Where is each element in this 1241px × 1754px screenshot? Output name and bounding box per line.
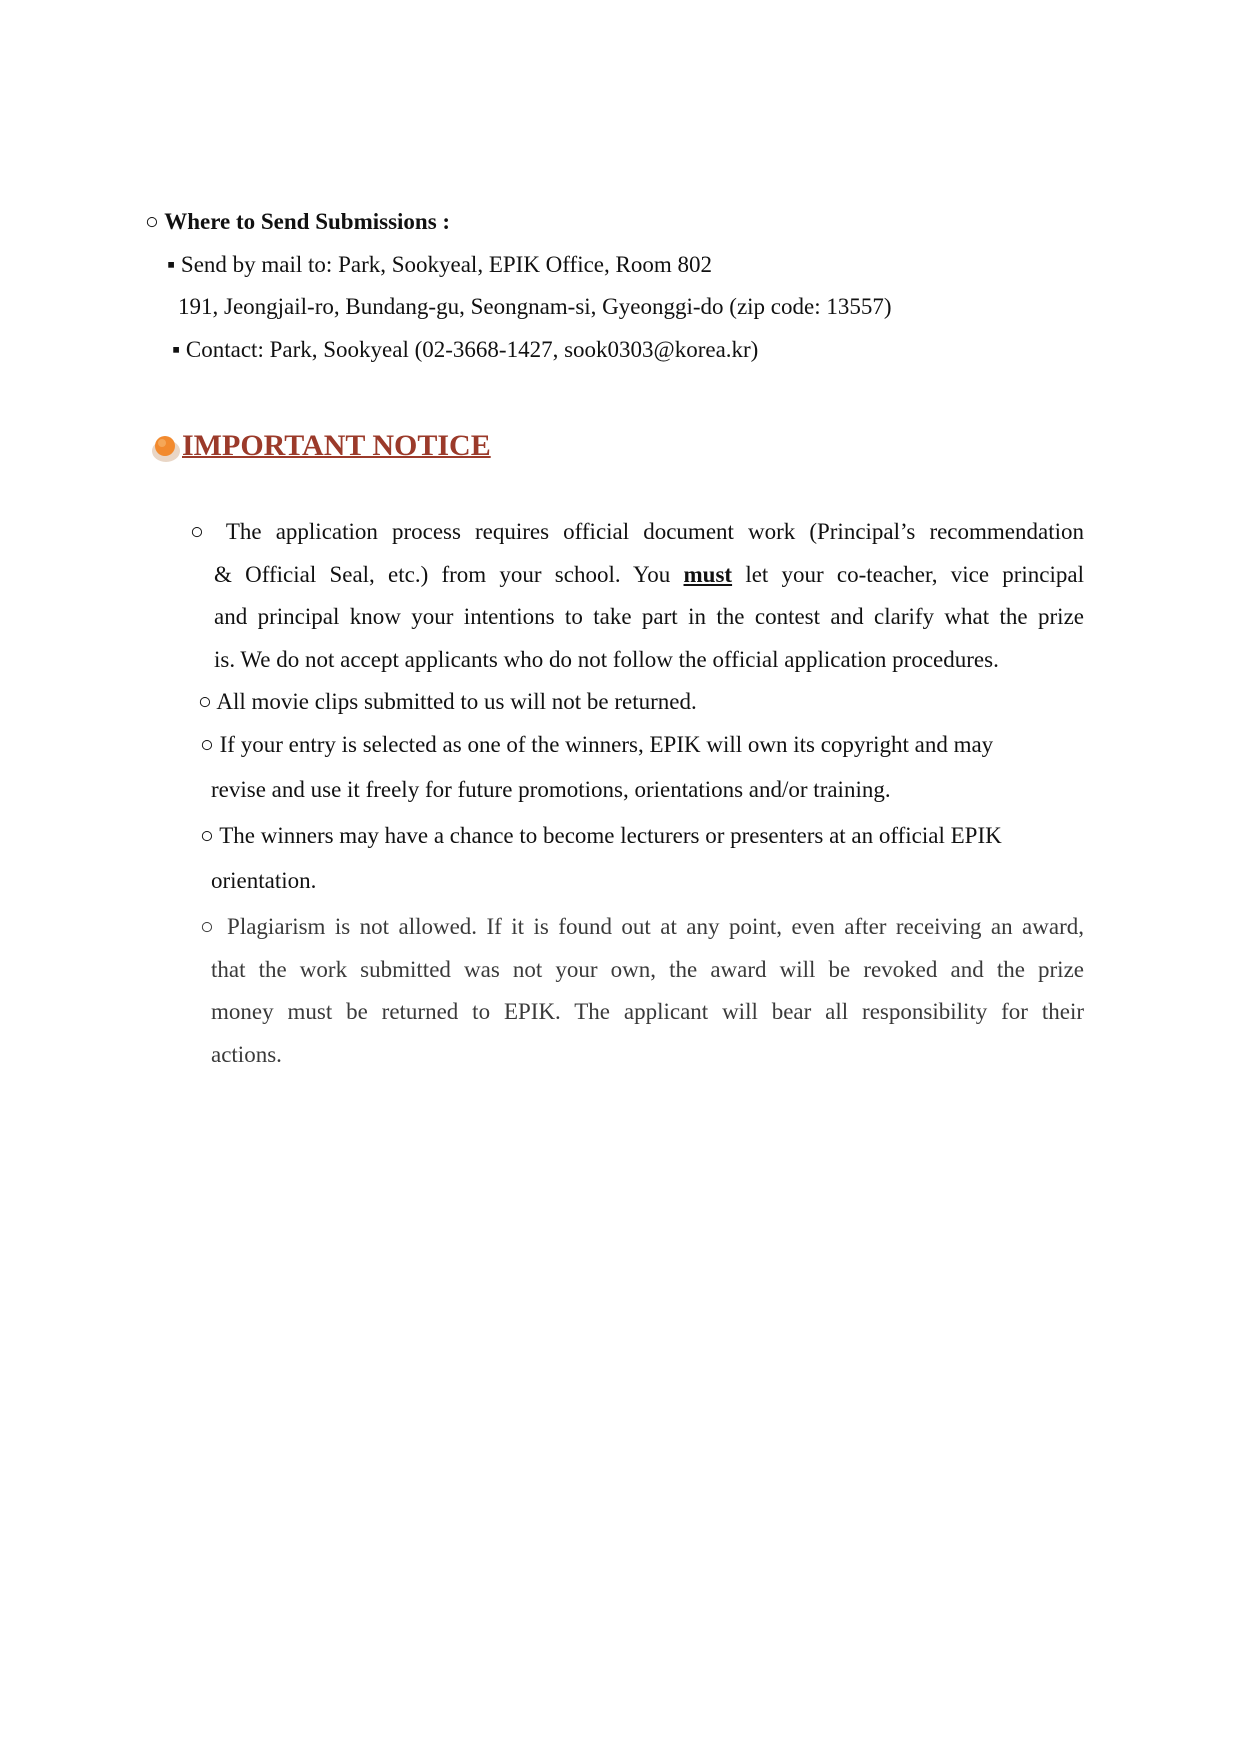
notice-item-3-line-1: ○ If your entry is selected as one of the winners, EPIK will own its copyright and may <box>200 732 994 757</box>
notice-item-1-line-3: and principal know your intentions to take part in the contest and clarify what the prize <box>214 604 1084 629</box>
contact-line: ▪ Contact: Park, Sookyeal (02-3668-1427, sook0303@korea.kr) <box>172 337 759 362</box>
must-emphasis: must <box>683 562 733 587</box>
notice-item-1-line-2-start: & Official Seal, etc.) from your school. You <box>214 562 671 587</box>
submission-heading: ○ Where to Send Submissions : <box>145 209 451 234</box>
notice-item-1-line-2-end: let your co-teacher, vice principal <box>745 562 1085 587</box>
notice-item-5-line-2: that the work submitted was not your own, the award will be revoked and the prize <box>211 957 1084 982</box>
notice-item-1-line-1: ○ The application process requires official document work (Principal’s recommendation <box>190 519 1084 544</box>
notice-item-5-line-4: actions. <box>211 1042 282 1067</box>
mail-line: ▪ Send by mail to: Park, Sookyeal, EPIK Office, Room 802 <box>167 252 712 277</box>
important-notice-title: IMPORTANT NOTICE <box>182 429 491 462</box>
notice-item-5-line-3: money must be returned to EPIK. The applicant will bear all responsibility for their <box>211 999 1084 1024</box>
notice-item-1-line-2 <box>214 560 1084 590</box>
notice-item-4-line-2: orientation. <box>211 868 317 893</box>
notice-item-4-line-1: ○ The winners may have a chance to become lecturers or presenters at an official EPIK <box>200 823 1002 848</box>
address-line: 191, Jeongjail-ro, Bundang-gu, Seongnam-si, Gyeonggi-do (zip code: 13557) <box>178 294 892 319</box>
notice-item-2: ○ All movie clips submitted to us will not be returned. <box>198 689 697 714</box>
notice-item-3-line-2: revise and use it freely for future promotions, orientations and/or training. <box>211 777 891 802</box>
notice-item-1-line-4: is. We do not accept applicants who do not follow the official application procedures. <box>214 647 999 672</box>
orange-circle-icon <box>150 432 182 464</box>
notice-item-5-line-1: ○ Plagiarism is not allowed. If it is found out at any point, even after receiving an award, <box>200 914 1084 939</box>
